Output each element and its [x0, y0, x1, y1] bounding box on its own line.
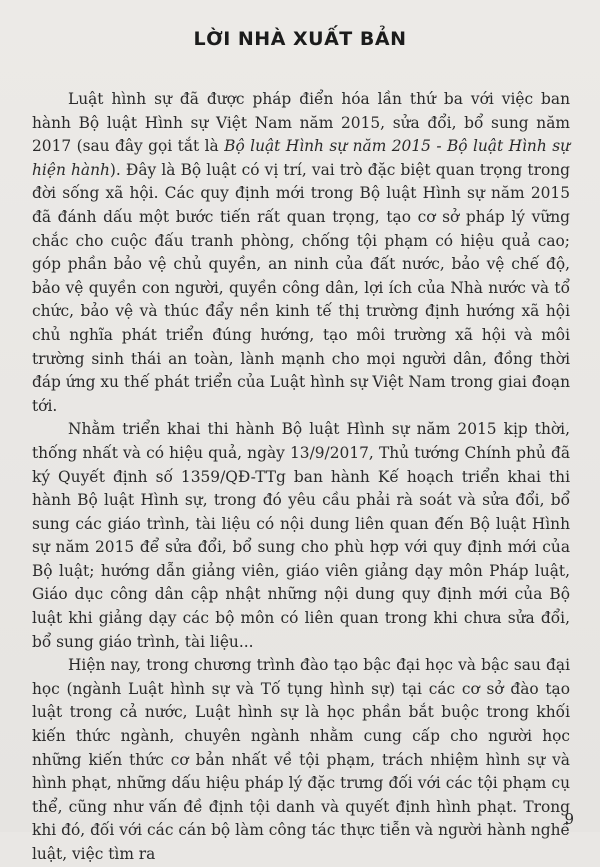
body-text	[32, 88, 570, 867]
paragraph-1-after: ). Đây là Bộ luật có vị trí, vai trò đặc biệt quan trọng trong đời sống xã hội. Các quy định mới trong Bộ luật Hình sự năm 2015 đã đánh dấu một bước tiến rất quan trọng, tạo cơ sở pháp lý vững chắc cho cuộc đấu tranh phòng, chống tội phạm có hiệu quả cao; góp phần bảo vệ chủ quyền, an ninh của đất nước, bảo vệ chế độ, bảo vệ quyền con người, quyền công dân, lợi ích của Nhà nước và tổ chức, bảo vệ và thúc đẩy nền kinh tế thị trường định hướng xã hội chủ nghĩa phát triển đúng hướng, tạo môi trường xã hội và môi trường sinh thái an toàn, lành mạnh cho mọi người dân, đồng thời đáp ứng xu thế phát triển của Luật hình sự Việt Nam trong giai đoạn tới.	[32, 160, 570, 415]
paragraph-1	[32, 88, 570, 418]
page-number: 9	[564, 810, 574, 828]
paragraph-1-before: Luật hình sự đã được pháp điển hóa lần thứ ba với việc ban hành Bộ luật Hình sự Việt Nam năm 2015, sửa đổi, bổ sung năm 2017 (sau đây gọi tắt là	[32, 90, 570, 156]
paragraph-1-italic: Bộ luật Hình sự năm 2015 - Bộ luật Hình sự hiện hành	[32, 137, 571, 179]
paragraph-2: Nhằm triển khai thi hành Bộ luật Hình sự năm 2015 kịp thời, thống nhất và có hiệu quả, ngày 13/9/2017, Thủ tướng Chính phủ đã ký Quyết định số 1359/QĐ-TTg ban hành Kế hoạch triển khai thi hành Bộ luật Hình sự, trong đó yêu cầu phải rà soát và sửa đổi, bổ sung các giáo trình, tài liệu có nội dung liên quan đến Bộ luật Hình sự năm 2015 để sửa đổi, bổ sung cho phù hợp với quy định mới của Bộ luật; hướng dẫn giảng viên, giáo viên giảng dạy môn Pháp luật, Giáo dục công dân cập nhật những nội dung quy định mới của Bộ luật khi giảng dạy các bộ môn có liên quan trong khi chưa sửa đổi, bổ sung giáo trình, tài liệu...	[32, 420, 570, 651]
paragraph-3: Hiện nay, trong chương trình đào tạo bậc đại học và bậc sau đại học (ngành Luật hình sự và Tố tụng hình sự) tại các cơ sở đào tạo luật trong cả nước, Luật hình sự là học phần bắt buộc trong khối kiến thức ngành, chuyên ngành nhằm cung cấp cho người học những kiến thức cơ bản nhất về tội phạm, trách nhiệm hình sự và hình phạt, những dấu hiệu pháp lý đặc trưng đối với các tội phạm cụ thể, cũng như vấn đề định tội danh và quyết định hình phạt. Trong khi đó, đối với các cán bộ làm công tác thực tiễn và người hành nghề luật, việc tìm ra	[32, 656, 570, 863]
page-title: LỜI NHÀ XUẤT BẢN	[193, 28, 407, 50]
